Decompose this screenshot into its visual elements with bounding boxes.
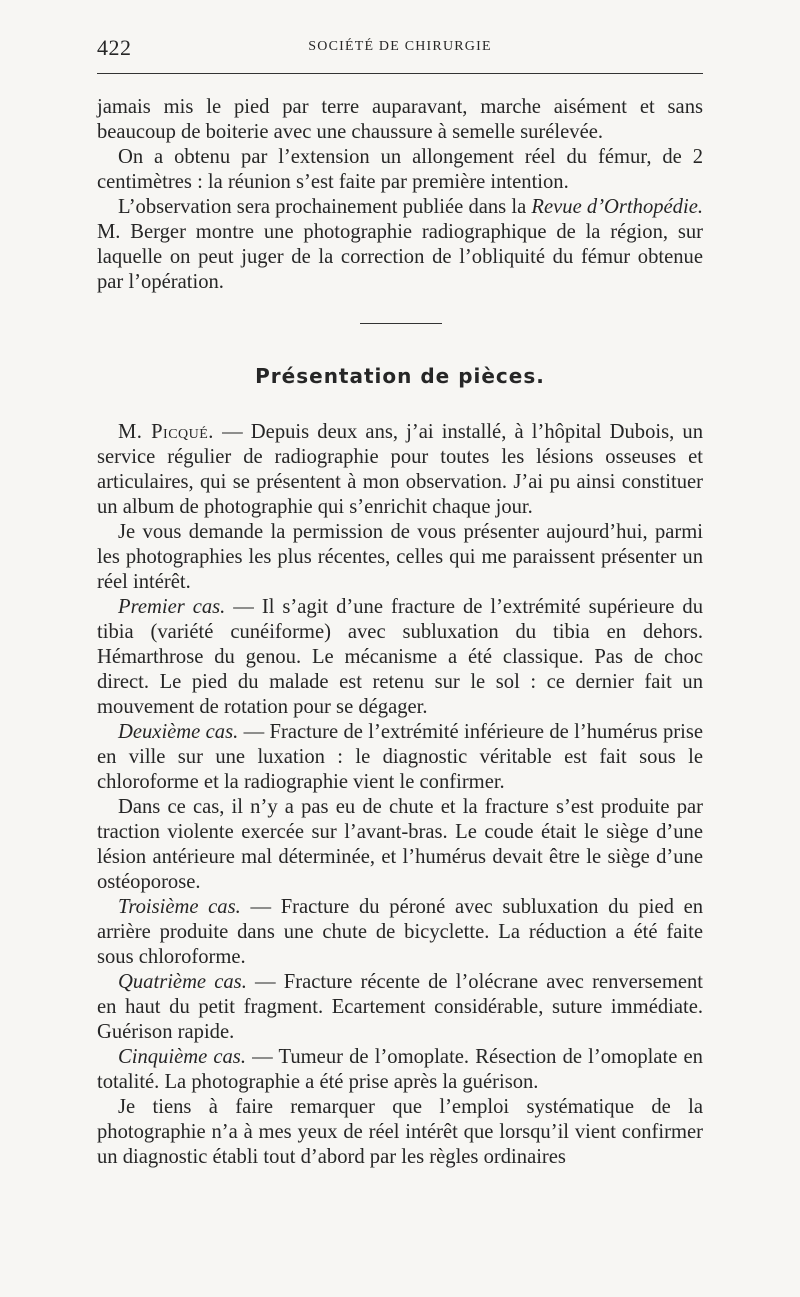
paragraph-traction: Dans ce cas, il n’y a pas eu de chute et la fracture s’est produite par traction violente exercée sur l’avant-bras. Le coude était le siège d’une lésion antérieure mal déterminée, et l’humérus devait être le siège d’une ostéoporose. (97, 796, 703, 893)
intro-text (97, 95, 703, 295)
paragraph-picque (97, 420, 703, 520)
case-label: Premier cas. (118, 596, 226, 618)
paragraph-extension: On a obtenu par l’extension un allongement réel du fémur, de 2 centimètres : la réunion s’est faite par première intention. (97, 146, 703, 193)
observation-text-end: M. Berger montre une photographie radiographique de la région, sur laquelle on peut juger de la correction de l’obliquité du fémur obtenue par l’opération. (97, 221, 703, 293)
paragraph-closing: Je tiens à faire remarquer que l’emploi systématique de la photographie n’a à mes yeux de réel intérêt que lorsqu’il vient confirmer un diagnostic établi tout d’abord par les règles ordinaires (97, 1096, 703, 1168)
case-text: — Fracture du péroné avec subluxation du pied en arrière produite dans une chute de bicyclette. La réduction a été faite sous chloroforme. (97, 896, 704, 968)
case-text: — Il s’agit d’une fracture de l’extrémité supérieure du tibia (variété cunéiforme) avec subluxation du tibia en dehors. Hémarthrose du genou. Le mécanisme a été classique. Pas de choc direct. Le pied du malade est retenu sur le sol : ce dernier fait un mouvement de rotation pour se dégager. (97, 596, 703, 718)
case-label: Cinquième cas. (118, 1046, 246, 1068)
paragraph-case-4 (97, 970, 703, 1045)
case-text: — Fracture récente de l’olécrane avec renversement en haut du petit fragment. Ecartement considérable, suture immédiate. Guérison rapide. (97, 971, 703, 1043)
paragraph-continuation: jamais mis le pied par terre auparavant, marche aisément et sans beaucoup de boiterie avec une chaussure à semelle surélevée. (97, 96, 703, 143)
speaker-name: M. Picqué. (118, 421, 214, 443)
page-number: 422 (97, 35, 132, 60)
picque-text: — Depuis deux ans, j’ai installé, à l’hôpital Dubois, un service régulier de radiographie pour toutes les lésions osseuses et articulaires, qui se présentent à mon observation. J’ai pu ainsi constituer un album de photographie qui s’enrichit chaque jour. (97, 421, 704, 518)
paragraph-permission: Je vous demande la permission de vous présenter aujourd’hui, parmi les photographies les plus récentes, celles qui me paraissent présenter un réel intérêt. (97, 521, 703, 593)
header-rule (97, 73, 703, 74)
section-separator (360, 323, 442, 324)
case-text: — Fracture de l’extrémité inférieure de l’humérus prise en ville sur une luxation : le diagnostic véritable est fait sous le chloroforme et la radiographie vient le confirmer. (97, 721, 704, 793)
journal-title: Revue d’Orthopédie. (531, 196, 703, 218)
paragraph-case-3 (97, 895, 703, 970)
presentation-text (97, 420, 703, 1170)
running-title: SOCIÉTÉ DE CHIRURGIE (308, 39, 492, 54)
paragraph-case-5 (97, 1045, 703, 1095)
case-text: — Tumeur de l’omoplate. Résection de l’omoplate en totalité. La photographie a été prise après la guérison. (97, 1046, 703, 1093)
observation-text: L’observation sera prochainement publiée dans la (118, 196, 532, 218)
case-label: Deuxième cas. (118, 721, 239, 743)
paragraph-case-1 (97, 595, 703, 720)
paragraph-observation (97, 195, 703, 295)
page-header (97, 35, 703, 63)
case-label: Quatrième cas. (118, 971, 247, 993)
paragraph-case-2 (97, 720, 703, 795)
section-title: Présentation de pièces. (255, 364, 545, 388)
case-label: Troisième cas. (118, 896, 241, 918)
